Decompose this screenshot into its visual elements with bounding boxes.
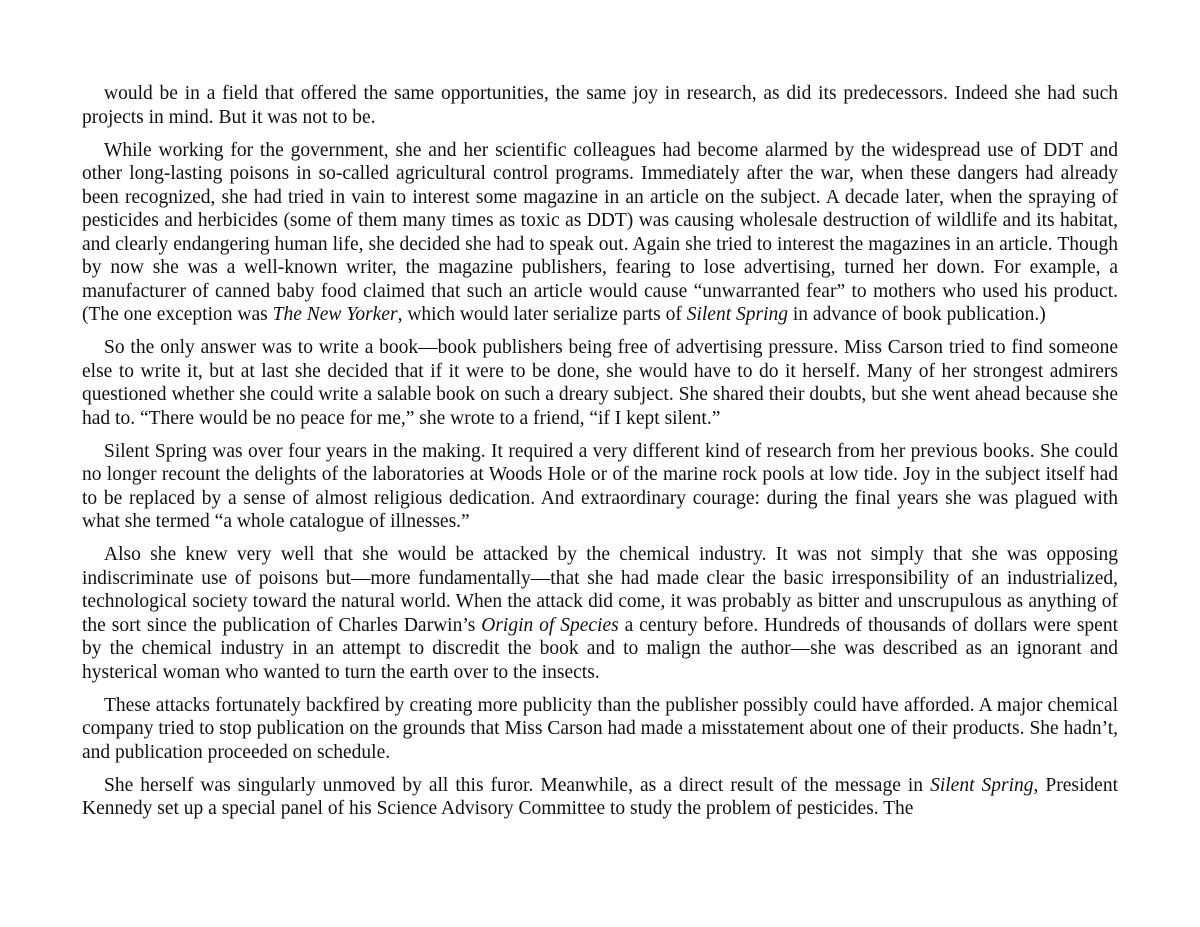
paragraph-5-text: Also she knew very well that she would be attacked by the chemical industry. It was not simply that she was opposing indiscriminate use of poisons but—more fundamentally—that she had made clear the basic irresponsibility of an industrialized, technological society toward the natural world. When the attack did come, it was probably as bitter and unscrupulous as anything of the sort since the publication of Charles Darwin’s [82,544,1118,636]
paragraph-2-text-cont: , which would later serialize parts of [397,304,687,325]
title-the-new-yorker: The New Yorker [272,304,398,325]
paragraph-2-text: While working for the government, she and her scientific colleagues had become alarmed by the widespread use of DDT and other long-lasting poisons in so-called agricultural control programs. Immediately after the war, when these dangers had already been recognized, she had tried in vain to interest some magazine in an article on the subject. A decade later, when the spraying of pesticides and herbicides (some of them many times as toxic as DDT) was causing wholesale destruction of wildlife and its habitat, and clearly endangering human life, she decided she had to speak out. Again she tried to interest the magazines in an article. Though by now she was a well-known writer, the magazine publishers, fearing to lose advertising, turned her down. For example, a manufacturer of canned baby food claimed that such an article would cause “unwarranted fear” to mothers who used his product. (The one exception was [82,139,1118,325]
title-origin-of-species: Origin of Species [481,614,619,636]
paragraph-2 [82,139,1118,327]
title-silent-spring: Silent Spring [686,304,789,325]
paragraph-5-text-end: a century before. Hundreds of thousands of dollars were spent by the chemical industry in an attempt to discredit the book and to malign the author—she was described as an ignorant and hysterical woman who wanted to turn the earth over to the insects. [82,614,1118,683]
title-silent-spring-2: Silent Spring [930,774,1034,796]
paragraph-6-text: These attacks fortunately backfired by creating more publicity than the publisher possibly could have afforded. A major chemical company tried to stop publication on the grounds that Miss Carson had made a misstatement about one of their products. She hadn’t, and publication proceeded on schedule. [82,694,1118,763]
paragraph-7-text-end: , President Kennedy set up a special panel of his Science Advisory Committee to study the problem of pesticides. The [82,774,1119,819]
paragraph-7-text: She herself was singularly unmoved by all this furor. Meanwhile, as a direct result of the message in [104,774,931,796]
paragraph-2-text-end: in advance of book publication.) [788,304,1046,325]
paragraph-3 [82,336,1118,430]
paragraph-1-text: would be in a field that offered the same opportunities, the same joy in research, as did its predecessors. Indeed she had such projects in mind. But it was not to be. [82,83,1118,128]
paragraph-1 [82,82,1118,129]
paragraph-4 [82,440,1118,534]
paragraph-7 [82,774,1118,821]
document-page [82,82,1118,830]
paragraph-6 [82,694,1118,765]
paragraph-3-text: So the only answer was to write a book—book publishers being free of advertising pressure. Miss Carson tried to find someone else to write it, but at last she decided that if it were to be done, she would have to do it herself. Many of her strongest admirers questioned whether she could write a salable book on such a dreary subject. She shared their doubts, but she went ahead because she had to. “There would be no peace for me,” she wrote to a friend, “if I kept silent.” [82,337,1118,429]
paragraph-4-text: Silent Spring was over four years in the making. It required a very different kind of research from her previous books. She could no longer recount the delights of the laboratories at Woods Hole or of the marine rock pools at low tide. Joy in the subject itself had to be replaced by a sense of almost religious dedication. And extraordinary courage: during the final years she was plagued with what she termed “a whole catalogue of illnesses.” [82,440,1118,532]
paragraph-5 [82,543,1118,684]
